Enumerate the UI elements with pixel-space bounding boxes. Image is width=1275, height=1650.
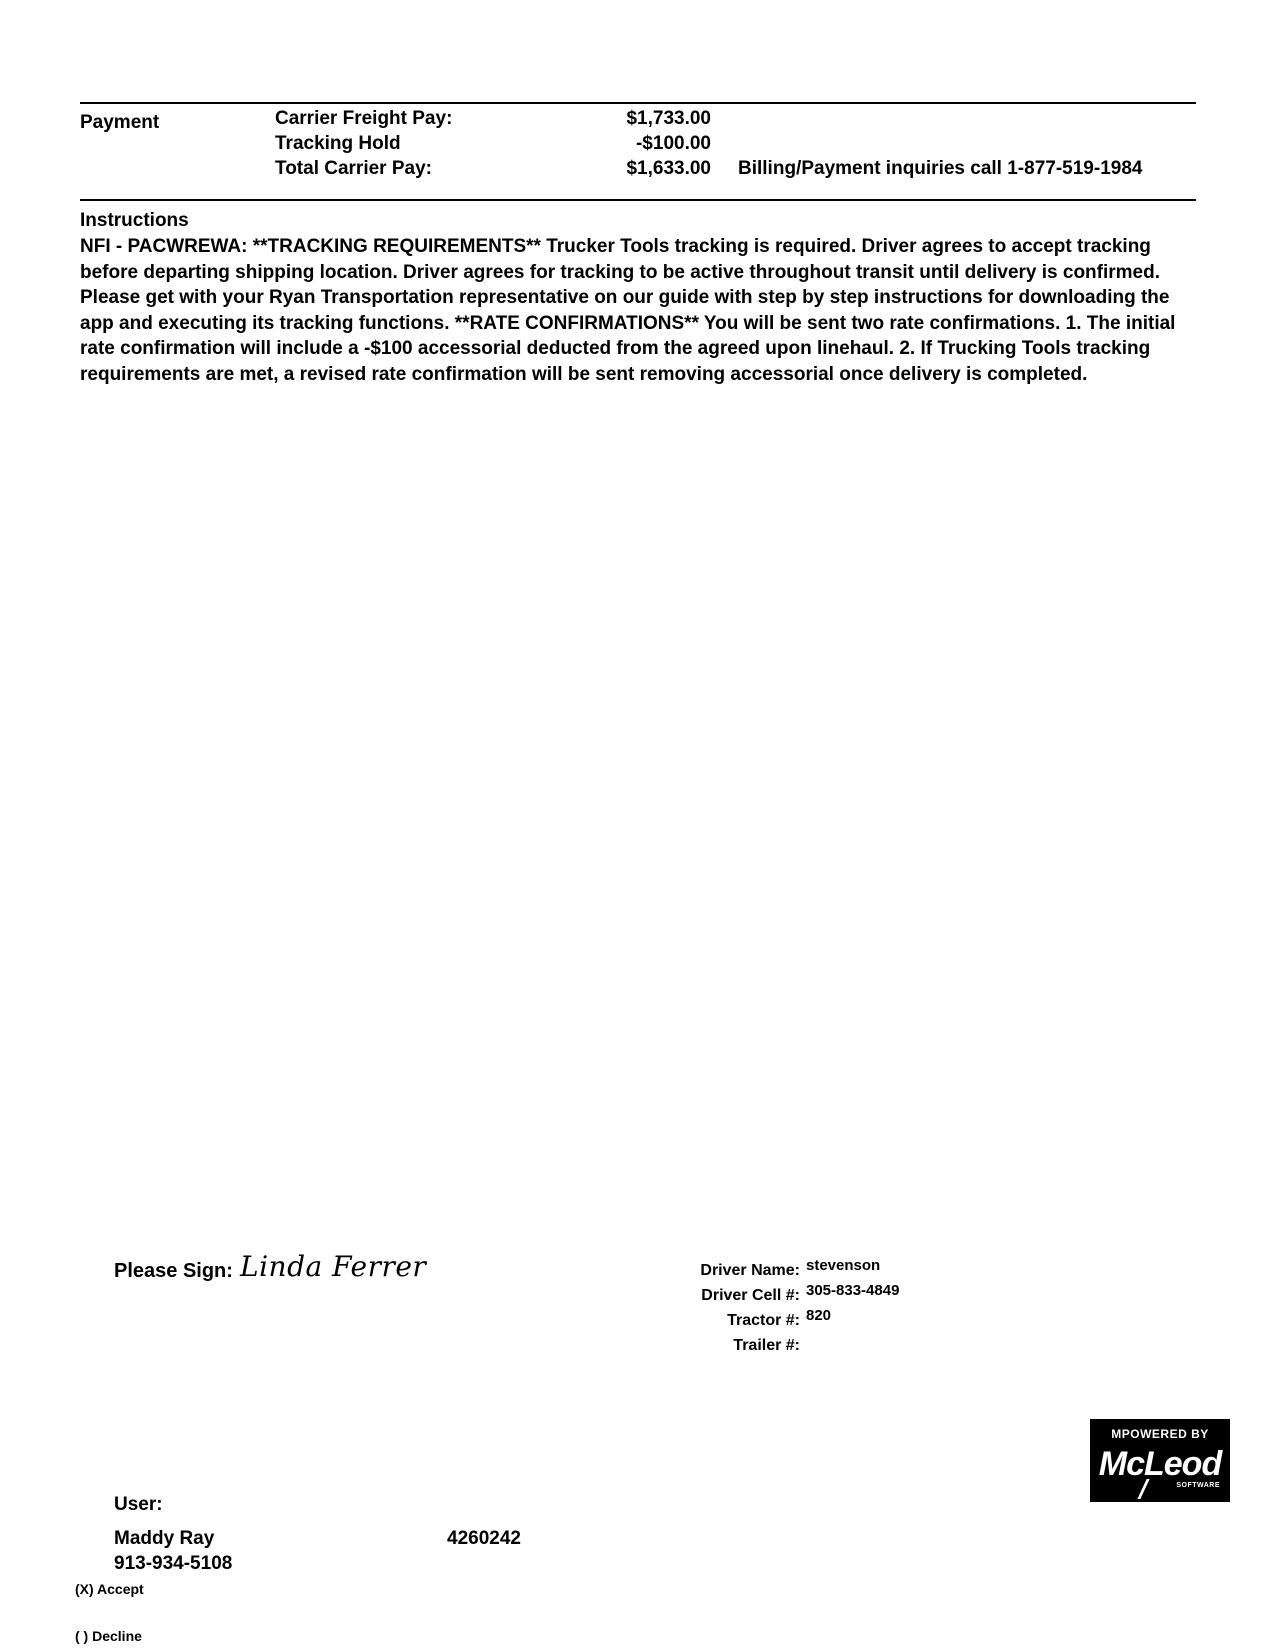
logo-tagline: MPOWERED BY: [1111, 1427, 1209, 1441]
payment-bottom-rule: [80, 199, 1196, 201]
instructions-title: Instructions: [80, 210, 189, 231]
tractor-value: 820: [806, 1307, 832, 1324]
user-label: User:: [114, 1494, 163, 1515]
total-carrier-pay-label: Total Carrier Pay:: [275, 158, 432, 179]
driver-cell-label: Driver Cell #:: [701, 1287, 800, 1304]
carrier-freight-pay-amount: $1,733.00: [626, 108, 711, 129]
trailer-label: Trailer #:: [733, 1337, 800, 1354]
user-name: Maddy Ray: [114, 1528, 215, 1549]
signature-name: Linda Ferrer: [240, 1250, 427, 1283]
user-phone: 913-934-5108: [114, 1553, 233, 1574]
reference-number: 4260242: [447, 1528, 521, 1549]
driver-name-value: stevenson: [806, 1257, 881, 1274]
driver-cell-value: 305-833-4849: [806, 1282, 900, 1299]
total-carrier-pay-amount: $1,633.00: [626, 158, 711, 179]
instructions-body: NFI - PACWREWA: **TRACKING REQUIREMENTS** Trucker Tools tracking is required. Driver agrees to accept tracking before departing shipping location. Driver agrees for tracking to be active throughout transit until delivery is confirmed. Please get with your Ryan Transportation representative on our guide with step by step instructions for downloading the app and executing its tracking functions. **RATE CONFIRMATIONS** You will be sent two rate confirmations. 1. The initial rate confirmation will include a -$100 accessorial deducted from the agreed upon linehaul. 2. If Trucking Tools tracking requirements are met, a revised rate confirmation will be sent removing accessorial once delivery is completed.: [80, 236, 1176, 385]
please-sign-label: Please Sign:: [114, 1260, 233, 1282]
carrier-freight-pay-label: Carrier Freight Pay:: [275, 108, 453, 129]
tracking-hold-label: Tracking Hold: [275, 133, 401, 154]
mcleod-logo: [1090, 1419, 1230, 1502]
logo-brand-name: McLeod: [1098, 1445, 1222, 1483]
accept-option[interactable]: (X) Accept: [75, 1581, 144, 1597]
decline-option[interactable]: ( ) Decline: [75, 1628, 142, 1644]
driver-name-label: Driver Name:: [700, 1262, 800, 1279]
logo-subtext: SOFTWARE: [1176, 1482, 1220, 1489]
tracking-hold-amount: -$100.00: [635, 133, 711, 154]
tractor-label: Tractor #:: [727, 1312, 800, 1329]
payment-section-label: Payment: [80, 112, 160, 133]
billing-inquiry-note: Billing/Payment inquiries call 1-877-519-1984: [738, 158, 1143, 179]
payment-top-rule: [80, 102, 1196, 104]
